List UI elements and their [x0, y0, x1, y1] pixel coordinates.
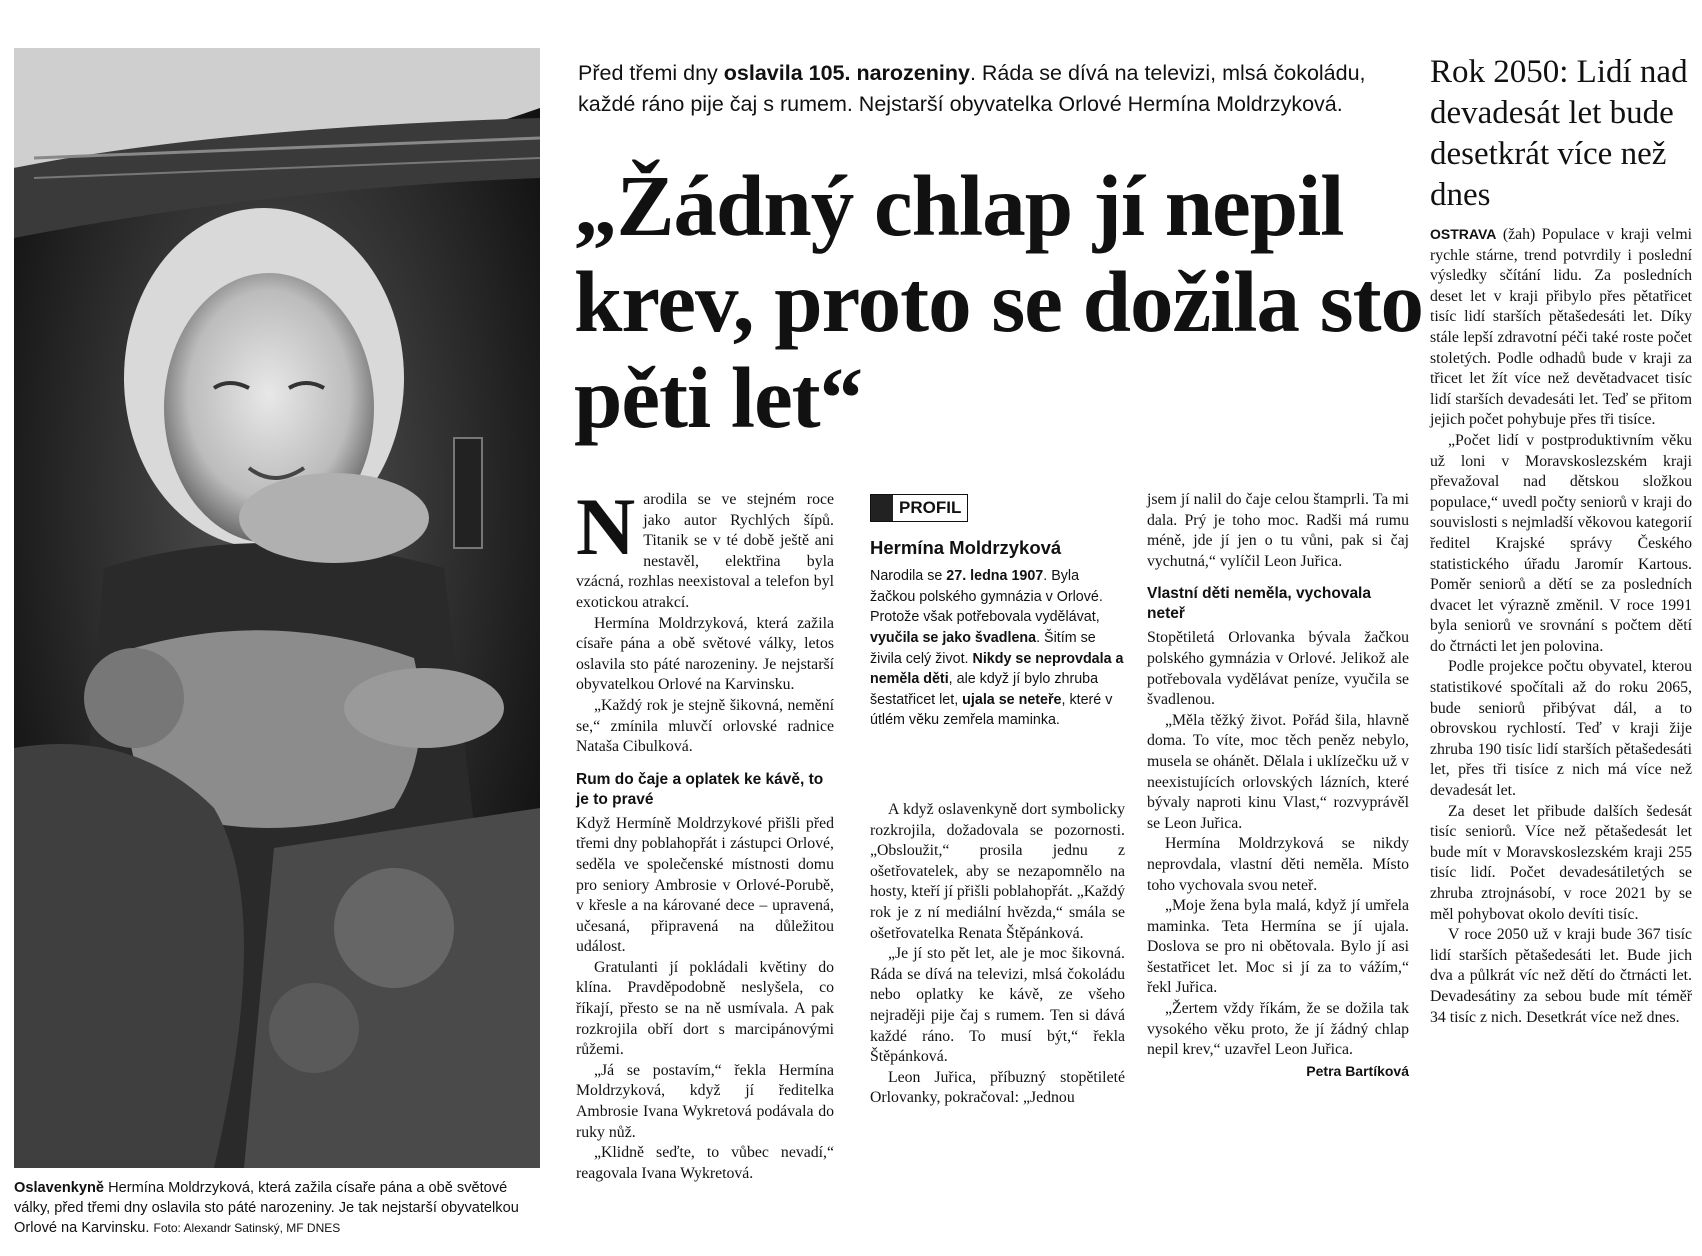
portrait-photo	[14, 48, 540, 1168]
paragraph: „Měla těžký život. Pořád šila, hlavně doma. To víte, moc těch peněz nebylo, musela se ohánět. Dělala i uklízečku už v neexistujících orlovských lázních, které bývaly naproti kinu Vlast,“ rozvyprávěl se Leon Juřica.	[1147, 711, 1409, 832]
profile-t1: Narodila se	[870, 568, 947, 585]
photo-credit: Foto: Alexandr Satinský, MF DNES	[153, 1221, 341, 1235]
article-headline: „Žádný chlap jí nepil krev, proto se dožila sto pěti let“	[574, 157, 1424, 446]
author-name: Petra Bartíková	[1306, 1062, 1409, 1079]
paragraph: Stopětiletá Orlovanka bývala žačkou polského gymnázia v Orlové. Jelikož ale potřebovala vydělávat peníze, vyučila se švadlenou.	[1147, 629, 1409, 709]
profile-name: Hermína Moldrzyková	[870, 536, 1062, 558]
drop-cap: N	[576, 481, 636, 572]
caption-text: Hermína Moldrzyková, která zažila císaře pána a obě světové války, před třemi dny oslavila sto páté narozeniny. Je tak nejstarší obyvatelkou Orlové na Karvinsku.	[14, 1180, 519, 1236]
paragraph: V roce 2050 už v kraji bude 367 tisíc lidí starších pětašedesáti let. Bude jich dva a půlkrát víc než dětí do čtrnácti let. Devadesátiny za sebou bude mít téměř 34 tisíc z nich. Desetkrát více než dnes.	[1430, 926, 1692, 1026]
lead-part2: . Ráda se dívá na televizi, mlsá čokoládu, každé ráno pije čaj s rumem. Nejstarší obyvatelka Orlové Hermína Moldrzyková.	[578, 61, 1366, 116]
paragraph: A když oslavenkyně dort symbolicky rozkrojila, dožadovala se pozornosti. „Obsloužit,“ prosila jednu z ošetřovatelek, aby se nezapomnělo na hosty, kteří jí přišli poblahopřát. „Každý rok je z ní mediální hvězda,“ smála se ošetřovatelka Renata Štěpánková.	[870, 801, 1125, 942]
article-column-1	[576, 481, 834, 1184]
paragraph-text: „Žertem vždy říkám, že se dožila tak vysokého věku proto, že jí žádný chlap nepil krev,“ uzavřel Leon Juřica.	[1147, 1000, 1409, 1059]
profile-t4: , ale když jí bylo zhruba šestatřicet let,	[870, 671, 1099, 708]
paragraph: Za deset let přibude dalších šedesát tisíc seniorů. Více než pětašedesát let bude mít v Moravskoslezském kraji 255 tisíc lidí. Počet devadesátiletých se zhruba ztrojnásobí, v roce 2021 by se měl pohybovat okolo devíti tisíc.	[1430, 802, 1692, 923]
paragraph: „Já se postavím,“ řekla Hermína Moldrzyková, když jí ředitelka Ambrosie Ivana Wykretová podávala do ruky nůž.	[576, 1061, 834, 1141]
profile-b4: ujala se neteře	[962, 691, 1062, 708]
profile-tag	[870, 494, 968, 522]
paragraph: Leon Juřica, příbuzný stopětileté Orlovanky, pokračoval: „Jednou	[870, 1068, 1125, 1107]
sidebar-article	[1430, 224, 1692, 1028]
paragraph: Gratulanti jí pokládali květiny do klína. Pravděpodobně neslyšela, co říkají, přesto se na ně usmívala. A pak rozkrojila obří dort s marcipánovými růžemi.	[576, 958, 834, 1059]
profile-t5: , které v útlém věku zemřela maminka.	[870, 691, 1113, 729]
photo-illustration	[14, 48, 540, 1168]
sidebar-headline: Rok 2050: Lidí nad devadesát let bude desetkrát více než dnes	[1430, 54, 1688, 213]
caption-label: Oslavenkyně	[14, 1180, 105, 1196]
paragraph	[1430, 224, 1692, 431]
article-lead	[578, 58, 1398, 120]
profile-t3: . Šitím se živila celý život.	[870, 629, 1096, 667]
intro-paragraph	[576, 481, 834, 614]
paragraph: „Klidně seďte, to vůbec nevadí,“ reagovala Ivana Wykretová.	[576, 1144, 834, 1182]
paragraph: „Je jí sto pět let, ale je moc šikovná. Ráda se dívá na televizi, mlsá čokoládu nebo oplatky ke kávě, ze všeho nejraději pije čaj s rumem. Ten si dává každé ráno. To musí být,“ řekla Štěpánková.	[870, 945, 1125, 1066]
profile-b1: 27. ledna 1907	[946, 568, 1044, 585]
dateline-city: OSTRAVA	[1430, 226, 1497, 242]
paragraph-last	[1147, 999, 1409, 1079]
paragraph: Podle projekce počtu obyvatel, kterou statistikové spočítali až do roku 2065, bude seniorů přibývat dál, a to obrovskou rychlostí. Teď v kraji žije zhruba 190 tisíc lidí starších pětašedesáti let, přes tři tisíce z nich má více než devadesát let.	[1430, 658, 1692, 800]
paragraph: Když Hermíně Moldrzykové přišli před třemi dny poblahopřát i zástupci Orlové, seděla ve společenské místnosti domu pro seniory Ambrosie v Orlové-Porubě, v křesle a na kárované dece – upravená, učesaná, připravená na důležitou událost.	[576, 814, 834, 956]
profile-b2: vyučila se jako švadlena	[870, 629, 1037, 646]
paragraph-text: arodila se ve stejném roce jako autor Rychlých šípů. Titanik se v té době ještě ani nestavěl, elektřina byla vzácná, rozhlas neexistoval a telefon byl exotickou atrakcí.	[576, 491, 834, 611]
profile-square-icon	[871, 495, 893, 521]
article-column-3	[1147, 490, 1409, 1081]
subheading-children: Vlastní děti neměla, vychovala neteř	[1147, 585, 1371, 623]
paragraph: Hermína Moldrzyková, která zažila císaře pána a obě světové války, letos oslavila sto páté narozeniny. Je nejstarší obyvatelkou Orlové na Karvinsku.	[576, 614, 834, 694]
paragraph: jsem jí nalil do čaje celou štamprli. Ta mi dala. Prý je toho moc. Radši má rumu méně, jde jí jen o tu vůni, pak si čaj vychutná,“ vylíčil Leon Juřica.	[1147, 491, 1409, 570]
subheading-rum: Rum do čaje a oplatek ke kávě, to je to pravé	[576, 770, 824, 808]
profile-b3: Nikdy se neprovdala a neměla děti	[870, 650, 1124, 688]
article-column-2	[870, 800, 1125, 1109]
photo-caption	[14, 1178, 544, 1238]
profile-tag-label: PROFIL	[899, 497, 962, 517]
paragraph: „Počet lidí v postproduktivním věku už loni v Moravskoslezském kraji převažoval nad dětskou složkou populace,“ uvedl počty seniorů v kraji do souvislosti s nejmladší věkovou kategorií ředitel Krajské správy Českého statistického úřadu Jaromír Kartous. Poměr seniorů a dětí se za posledních dvacet let výrazně změnil. V roce 1991 byla seniorů ve srovnání s počtem dětí do čtrnácti let jen polovina.	[1430, 431, 1692, 655]
profile-box	[870, 494, 1125, 731]
paragraph: Hermína Moldrzyková se nikdy neprovdala, vlastní děti neměla. Místo toho vychovala svou neteř.	[1147, 835, 1409, 894]
lead-part1: Před třemi dny	[578, 61, 724, 85]
paragraph: „Každý rok je stejně šikovná, nemění se,“ zmínila mluvčí orlovské radnice Nataša Cibulková.	[576, 696, 834, 756]
paragraph-text: (žah) Populace v kraji velmi rychle stárne, trend potvrdily i poslední výsledky sčítání lidu. Za posledních deset let v kraji přibylo přes pětatřicet tisíc lidí starších pětašedesáti let. Díky stále lepší zdravotní péči také roste počet stoletých. Podle odhadů bude v kraji za třicet let žít více než devětadvacet tisíc lidí starších devadesáti let. Teď se přitom jejich počet pohybuje přes tři tisíce.	[1430, 226, 1692, 429]
profile-text	[870, 566, 1125, 731]
lead-bold: oslavila 105. narozeniny	[723, 61, 970, 85]
profile-t2: . Byla žačkou polského gymnázia v Orlové. Protože však potřebovala vydělávat,	[870, 568, 1103, 626]
paragraph: „Moje žena byla malá, když jí umřela maminka. Teta Hermína se jí ujala. Doslova se pro ni obětovala. Bylo jí asi šestatřicet let. Moc si jí za to vážím,“ řekl Juřica.	[1147, 897, 1409, 997]
